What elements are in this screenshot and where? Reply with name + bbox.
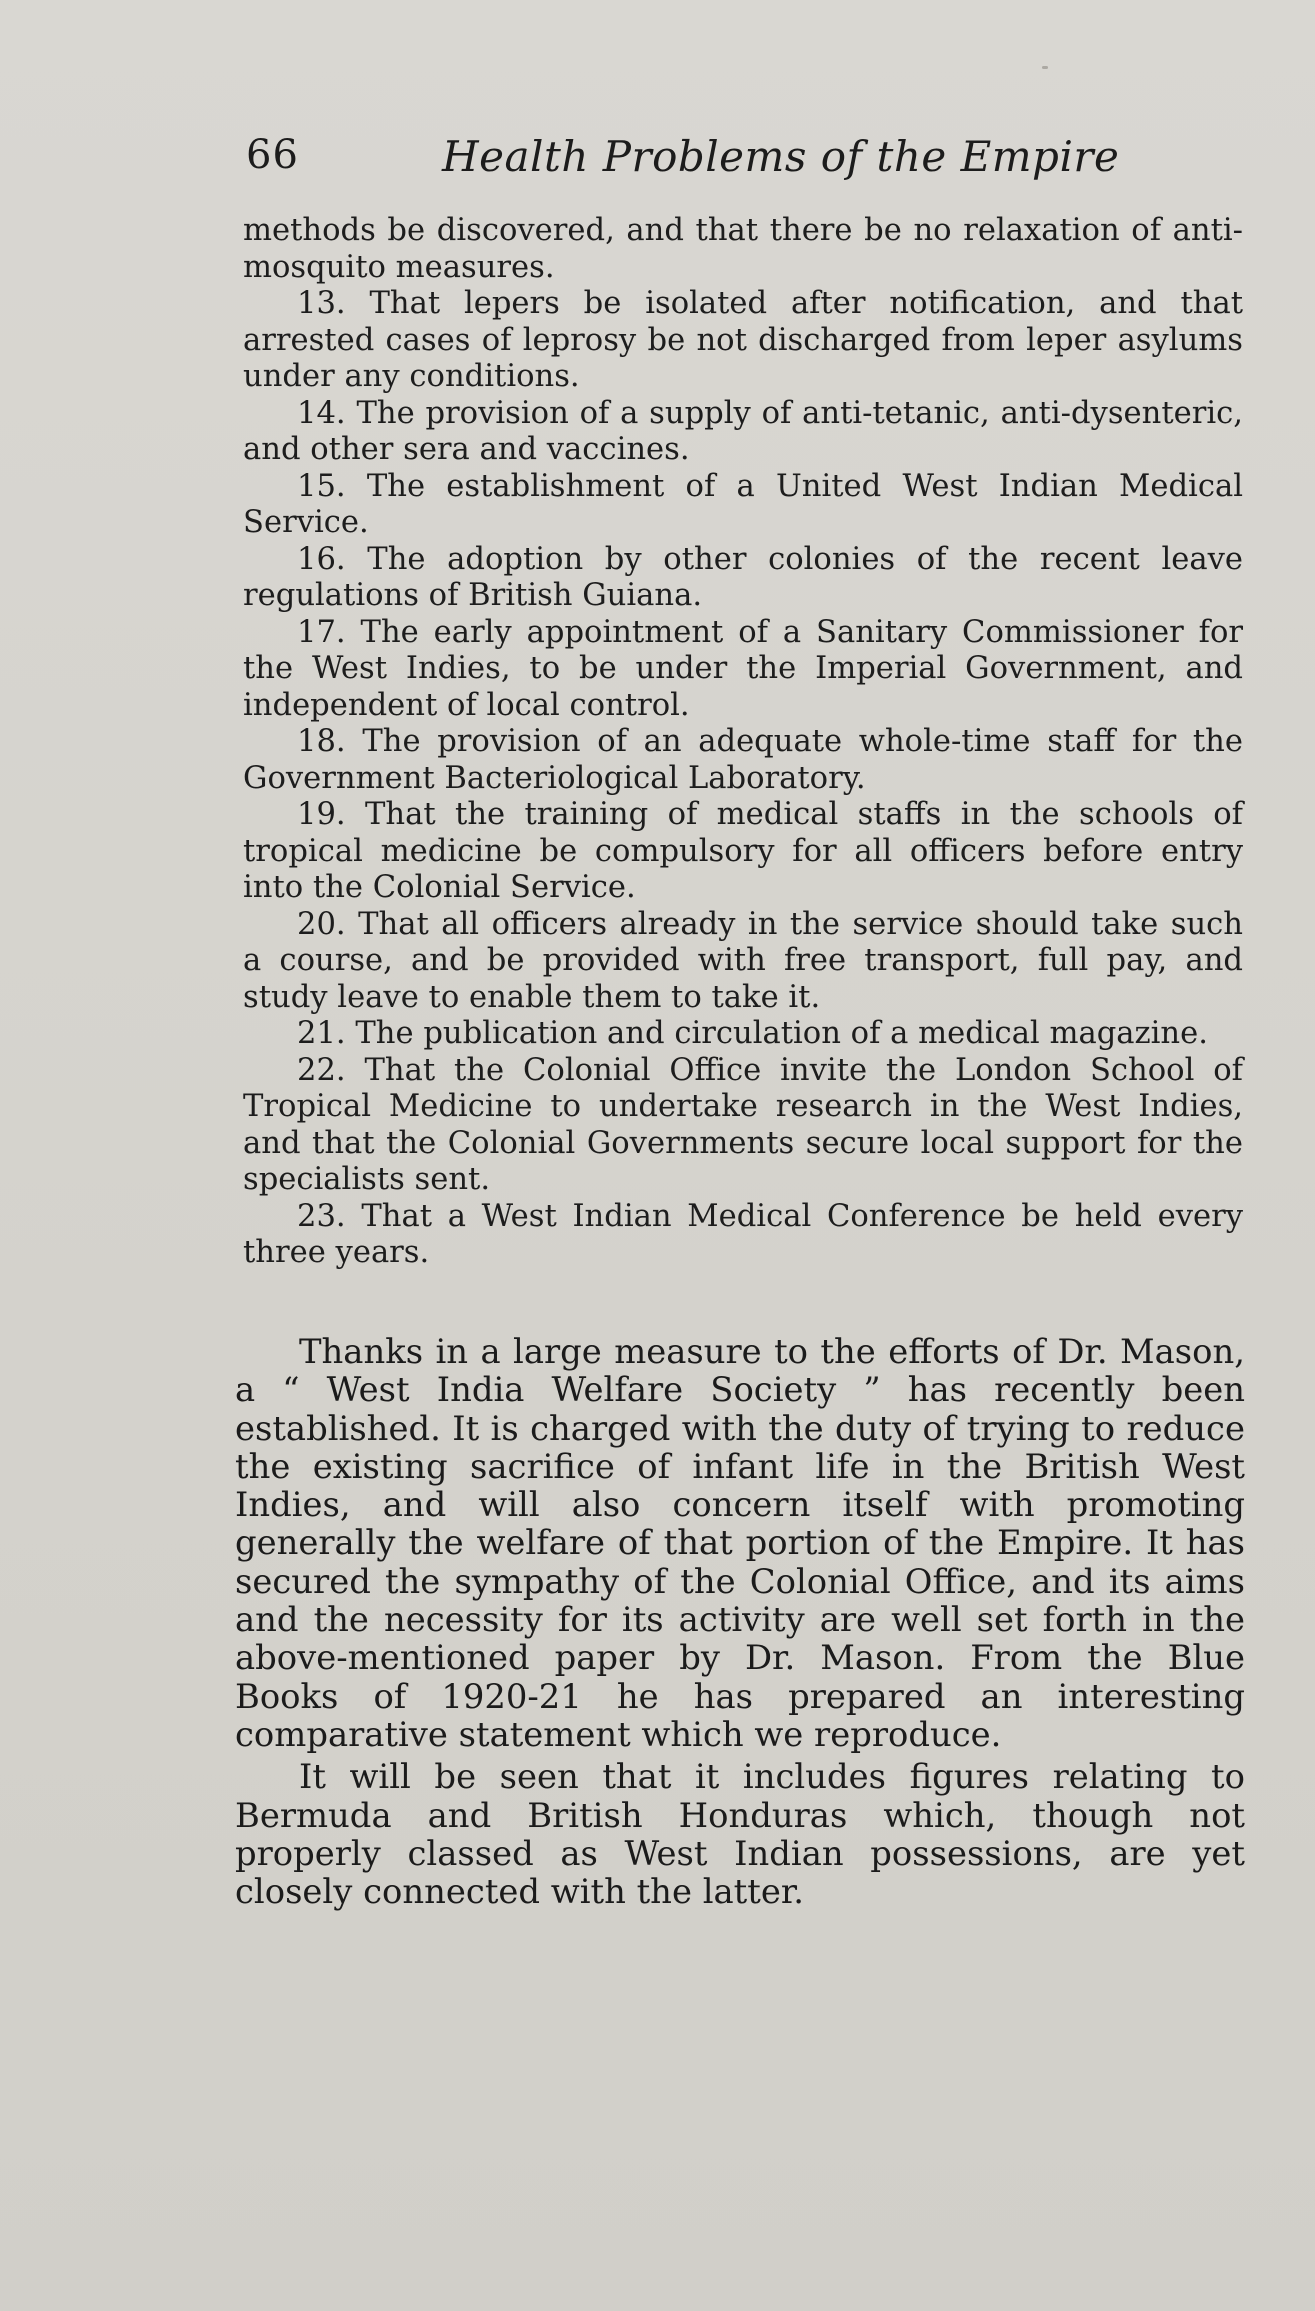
recommendations-list: [243, 213, 1243, 1272]
running-title: Health Problems of the Empire: [442, 132, 1120, 181]
recommendation-21: 21. The publication and circulation of a medical magazine.: [297, 1016, 1208, 1051]
recommendation-14: 14. The provision of a supply of anti-tetanic, anti-dysenteric, and other sera and vaccines.: [243, 395, 1243, 467]
paper-speck: [1042, 66, 1048, 69]
body-paragraph: It will be seen that it includes figures relating to Bermuda and British Honduras which, though not properly classed as West Indian possessions, are yet closely connected with the latter.: [235, 1757, 1245, 1912]
recommendation-18: 18. The provision of an adequate whole-time staff for the Government Bacteriological Laboratory.: [243, 724, 1243, 796]
recommendation-20: 20. That all officers already in the service should take such a course, and be provided with free transport, full pay, and study leave to enable them to take it.: [243, 906, 1243, 1015]
recommendation-15: 15. The establishment of a United West Indian Medical Service.: [243, 468, 1243, 540]
recommendation-13: 13. That lepers be isolated after notification, and that arrested cases of leprosy be not discharged from leper asylums under any conditions.: [243, 286, 1243, 394]
page-header: [246, 132, 1236, 202]
recommendation-16: 16. The adoption by other colonies of the recent leave regulations of British Guiana.: [243, 541, 1243, 613]
recommendation-22: 22. That the Colonial Office invite the London School of Tropical Medicine to undertake research in the West Indies, and that the Colonial Governments secure local support for the specialists sent.: [243, 1052, 1243, 1197]
recommendation-19: 19. That the training of medical staffs in the schools of tropical medicine be compulsory for all officers before entry into the Colonial Service.: [243, 797, 1243, 905]
recommendation-23: 23. That a West Indian Medical Conference be held every three years.: [243, 1198, 1243, 1270]
continuation-text: methods be discovered, and that there be no relaxation of anti-mosquito measures.: [243, 213, 1243, 285]
body-paragraph: Thanks in a large measure to the efforts of Dr. Mason, a “ West India Welfare Society ” has recently been established. It is charged with the duty of trying to reduce the existing sacrifice of infant life in the British West Indies, and will also concern itself with promoting generally the welfare of that portion of the Empire. It has secured the sympathy of the Colonial Office, and its aims and the necessity for its activity are well set forth in the above-mentioned paper by Dr. Mason. From the Blue Books of 1920-21 he has prepared an interesting comparative statement which we reproduce.: [235, 1332, 1245, 1754]
page-number: 66: [246, 132, 299, 178]
body-text: [235, 1333, 1245, 1911]
recommendation-17: 17. The early appointment of a Sanitary Commissioner for the West Indies, to be under the Imperial Government, and independent of local control.: [243, 614, 1243, 723]
